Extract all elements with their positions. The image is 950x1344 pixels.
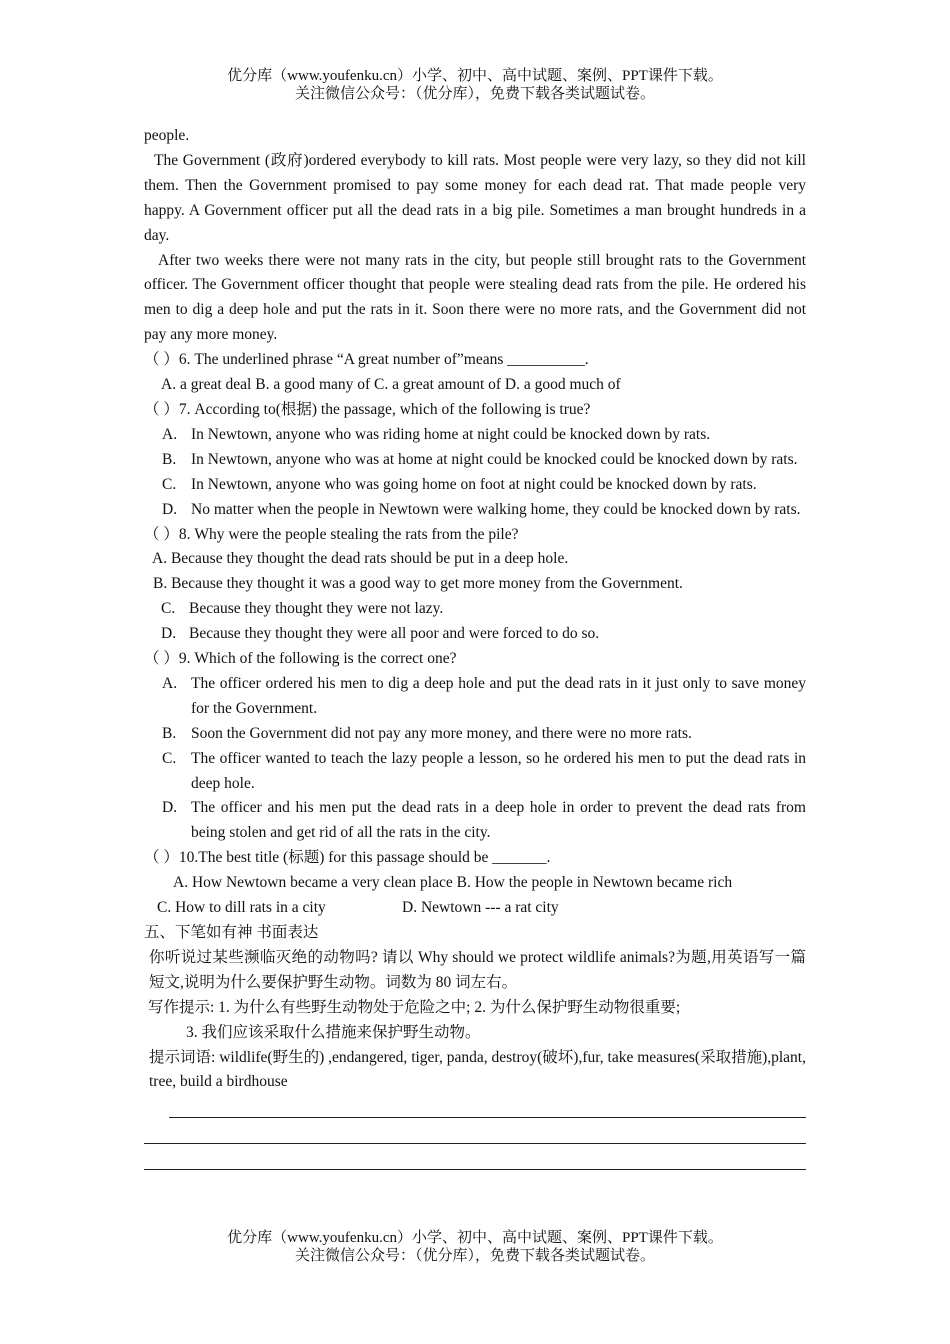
option-text: No matter when the people in Newtown were walking home, they could be knocked down by rats. (191, 500, 801, 518)
passage-fragment: people. (144, 127, 190, 144)
writing-hint-words: 提示词语: wildlife(野生的) ,endangered, tiger, panda, destroy(破坏),fur, take measures(采取措施),plant, tree, build a birdhouse (149, 1048, 806, 1091)
question-6-options: A. a great deal B. a good many of C. a great amount of D. a good much of (161, 376, 621, 394)
option-text: In Newtown, anyone who was at home at night could be knocked could be knocked down by rats. (191, 450, 798, 468)
option-label: D. (161, 625, 177, 643)
question-10-options-ab: A. How Newtown became a very clean place B. How the people in Newtown became rich (173, 874, 733, 892)
question-9-option-a (144, 672, 806, 722)
passage-paragraph-2: After two weeks there were not many rats in the city, but people still brought rats to the Government officer. The Government officer thought that people were stealing dead rats from the pile. He ordered his men to dig a deep hole and put the rats in it. Soon there were no more rats, and the Government did not pay any more money. (144, 251, 806, 344)
option-text: Because they thought they were not lazy. (189, 600, 444, 618)
option-label: B. (162, 724, 177, 742)
option-label: D. (162, 799, 178, 817)
footer-line-2: 关注微信公众号：（优分库），免费下载各类试题试卷。 (294, 1248, 655, 1264)
question-8-stem: （ ）8. Why were the people stealing the rats from the pile? (144, 525, 519, 543)
writing-section-title: 五、下笔如有神 书面表达 (144, 924, 319, 941)
question-9-option-c (144, 747, 806, 797)
writing-prompt: 你听说过某些濒临灭绝的动物吗? 请以 Why should we protect wildlife animals?为题,用英语写一篇短文,说明为什么要保护野生动物。词数为 80 词左右。 (149, 948, 806, 991)
passage-paragraph-1: The Government (政府)ordered everybody to kill rats. Most people were very lazy, so they did not kill them. Then the Government promised to pay some money for each dead rat. That made people very happy. A Government officer put all the dead rats in a big pile. Sometimes a man brought hundreds in a day. (144, 151, 806, 244)
question-10-stem: （ ）10.The best title (标题) for this passage should be _______. (144, 849, 551, 867)
question-10-option-c: C. How to dill rats in a city (157, 899, 326, 917)
answer-line[interactable] (144, 1118, 806, 1144)
answer-line[interactable] (144, 1144, 806, 1170)
option-label: A. (162, 425, 178, 443)
question-10-option-d: D. Newtown --- a rat city (402, 899, 559, 917)
option-text: In Newtown, anyone who was riding home at night could be knocked down by rats. (191, 425, 711, 443)
option-text: The officer wanted to teach the lazy people a lesson, so he ordered his men to put the dead rats in deep hole. (191, 749, 806, 792)
option-text: The officer ordered his men to dig a deep hole and put the dead rats in it just only to save money for the Government. (191, 674, 806, 717)
option-text: Soon the Government did not pay any more money, and there were no more rats. (191, 724, 692, 742)
document-body (144, 124, 806, 1170)
option-label: D. (162, 500, 178, 518)
answer-line[interactable] (169, 1109, 806, 1118)
page-header (0, 67, 950, 103)
footer-line-1: 优分库（www.youfenku.cn）小学、初中、高中试题、案例、PPT课件下载。 (227, 1230, 723, 1246)
question-8-option-d (144, 622, 806, 647)
question-7-stem: （ ）7. According to(根据) the passage, which of the following is true? (144, 400, 591, 418)
question-10-options-cd (144, 896, 806, 921)
question-9-option-d (144, 796, 806, 846)
writing-hint-2: 3. 我们应该采取什么措施来保护野生动物。 (186, 1023, 481, 1041)
header-line-2: 关注微信公众号：（优分库），免费下载各类试题试卷。 (294, 86, 655, 102)
option-label: C. (161, 600, 176, 618)
question-7-option-c (144, 473, 806, 498)
header-line-1: 优分库（www.youfenku.cn）小学、初中、高中试题、案例、PPT课件下载。 (227, 68, 723, 84)
question-7-option-b (144, 448, 806, 473)
question-7-option-a (144, 423, 806, 448)
question-7-option-d (144, 498, 806, 523)
option-label: C. (162, 475, 177, 493)
question-9-stem: （ ）9. Which of the following is the correct one? (144, 650, 457, 668)
page-footer (0, 1229, 950, 1265)
question-6-stem: （ ）6. The underlined phrase “A great number of”means __________. (144, 351, 589, 369)
option-text: Because they thought they were all poor and were forced to do so. (189, 625, 600, 643)
writing-hint-1: 写作提示: 1. 为什么有些野生动物处于危险之中; 2. 为什么保护野生动物很重要; (148, 998, 681, 1016)
question-9-option-b (144, 722, 806, 747)
option-label: A. (162, 674, 178, 692)
option-label: B. (162, 450, 177, 468)
question-8-option-a: A. Because they thought the dead rats should be put in a deep hole. (152, 550, 569, 568)
question-8-option-c (144, 597, 806, 622)
option-label: C. (162, 749, 177, 767)
question-8-option-b: B. Because they thought it was a good way to get more money from the Government. (153, 575, 683, 593)
option-text: In Newtown, anyone who was going home on foot at night could be knocked down by rats. (191, 475, 757, 493)
option-text: The officer and his men put the dead rats in a deep hole in order to prevent the dead rats from being stolen and get rid of all the rats in the city. (191, 799, 806, 842)
